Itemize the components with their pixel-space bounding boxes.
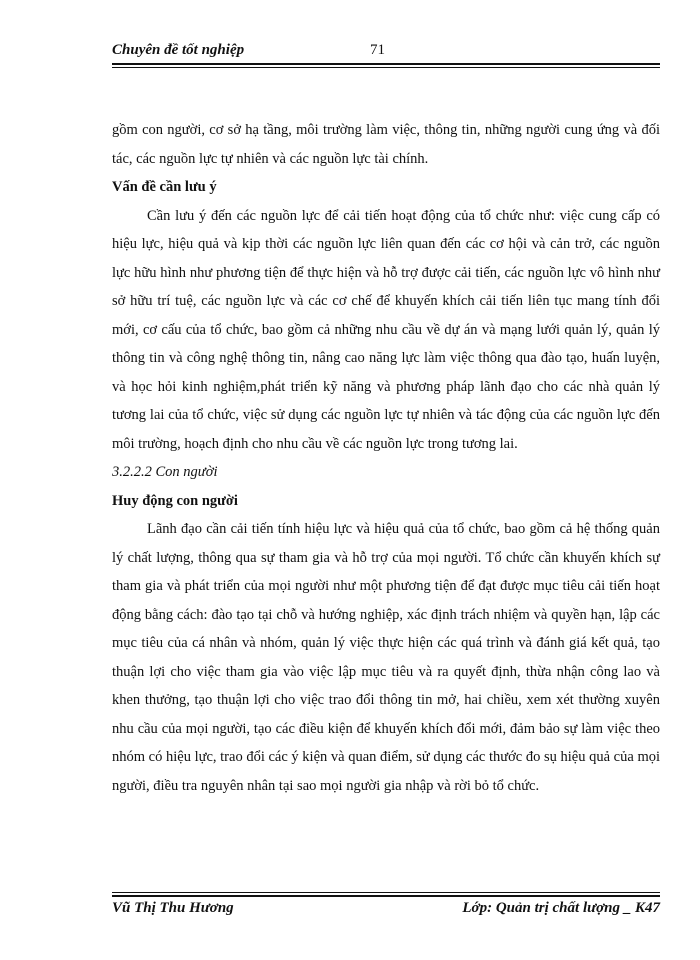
footer-class-label: Lớp: Quản trị chất lượng _ K47 <box>462 900 660 916</box>
page-number: 71 <box>370 42 385 58</box>
page-header <box>112 40 660 66</box>
footer-author: Vũ Thị Thu Hương <box>112 900 234 916</box>
resources-paragraph: Cần lưu ý đến các nguồn lực để cải tiến hoạt động của tổ chức như: việc cung cấp có hiệu lực, hiệu quả và kịp thời các nguồn lực liên quan đến các cơ hội và cản trở, các nguồn lực hữu hình như phương tiện để thực hiện và hỗ trợ được cải tiến, các nguồn lực vô hình như sở hữu trí tuệ, các nguồn lực và các cơ chế để khuyến khích cải tiến liên tục mang tính đổi mới, cơ cấu của tổ chức, bao gồm cả những nhu cầu về dự án và mạng lưới quản lý, quản lý thông tin và công nghệ thông tin, nâng cao năng lực làm việc thông qua đào tạo, huấn luyện, và học hỏi kinh nghiệm,phát triển kỹ năng và phương pháp lãnh đạo cho các nhà quản lý tương lai của tổ chức, việc sử dụng các nguồn lực tự nhiên và tác động của các nguồn lực đến môi trường, hoạch định cho nhu cầu về các nguồn lực trong tương lai. <box>112 207 660 452</box>
footer-rule <box>112 895 660 897</box>
header-rule-thin <box>112 67 660 68</box>
subsection-title: 3.2.2.2 Con người <box>112 464 218 480</box>
page-content <box>112 116 660 800</box>
header-title: Chuyên đề tốt nghiệp <box>112 42 245 58</box>
intro-paragraph: gồm con người, cơ sở hạ tầng, môi trường làm việc, thông tin, những người cung ứng và đối tác, các nguồn lực tự nhiên và các nguồn lực tài chính. <box>112 122 660 167</box>
header-rule <box>112 63 660 65</box>
footer-rule-thin <box>112 892 660 893</box>
section-heading-mobilize-people: Huy động con người <box>112 492 238 509</box>
page-footer <box>112 892 660 922</box>
people-paragraph: Lãnh đạo cần cải tiến tính hiệu lực và hiệu quả của tổ chức, bao gồm cả hệ thống quản lý chất lượng, thông qua sự tham gia và hỗ trợ của mọi người. Tổ chức cần khuyến khích sự tham gia và phát triển của mọi người như một phương tiện để đạt được mục tiêu cải tiến hoạt động bằng cách: đào tạo tại chỗ và hướng nghiệp, xác định trách nhiệm và quyền hạn, lập các mục tiêu của cá nhân và nhóm, quản lý việc thực hiện các quá trình và đánh giá kết quả, tạo thuận lợi cho việc tham gia vào việc lập mục tiêu và ra quyết định, thừa nhận công lao và khen thưởng, tạo thuận lợi cho việc trao đổi thông tin mở, hai chiều, xem xét thường xuyên nhu cầu của mọi người, tạo các điều kiện để khuyến khích đổi mới, đảm bảo sự làm việc theo nhóm có hiệu lực, trao đổi các ý kiện và quan điểm, sử dụng các thước đo sụ hiệu quả của mọi người, điều tra nguyên nhân tại sao mọi người gia nhập và rời bỏ tổ chức. <box>112 521 660 794</box>
section-heading-considerations: Vấn đề cần lưu ý <box>112 179 217 195</box>
